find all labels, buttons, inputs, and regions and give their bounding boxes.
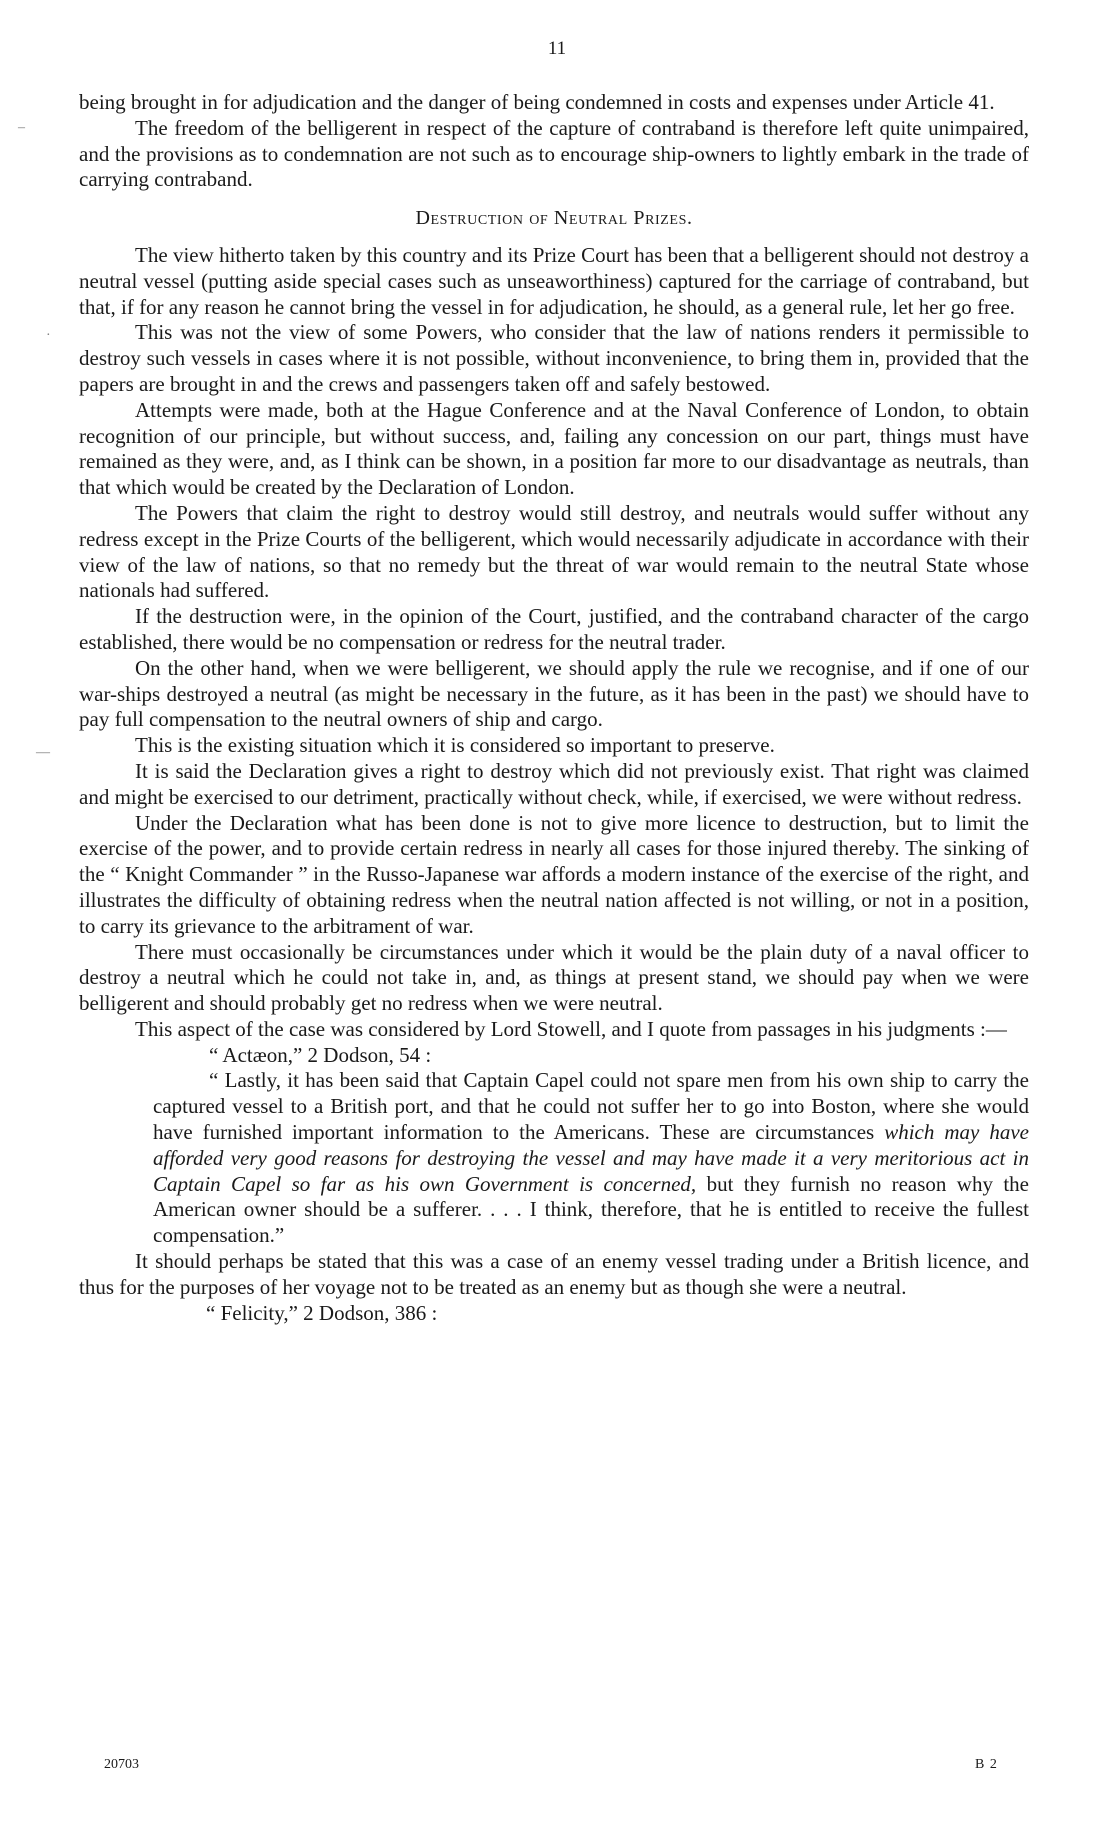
citation: “ Felicity,” 2 Dodson, 386 : [206,1300,438,1325]
paragraph: There must occasionally be circumstances under which it would be the plain duty of a naval officer to destroy a neutral which he could not take in, and, as things at present stand, we should pay when we were belligerent and should probably get no redress when we were neutral. [79,939,1029,1016]
margin-mark: –– [36,745,50,760]
footer-signature-mark: B 2 [975,1757,998,1772]
margin-mark: · [46,328,51,343]
quotation [153,1068,1029,1249]
paragraph: It is said the Declaration gives a right to destroy which did not previously exist. That right was claimed and might be exercised to our detriment, practically without check, while, if exercised, we were without redress. [79,758,1029,809]
paragraph: The view hitherto taken by this country and its Prize Court has been that a belligerent should not destroy a neutral vessel (putting aside special cases such as unseaworthiness) captured for the carriage of contraband, but that, if for any reason he cannot bring the vessel in for adjudication, he should, as a general rule, let her go free. [79,242,1029,319]
quote-italic-text: which may have afforded very good reasons for destroying the vessel and may have made it a very meritorious act in Captain Capel so far as his own Government is concerned, [153,1120,1030,1196]
paragraph: The freedom of the belligerent in respect of the capture of contraband is therefore left quite unimpaired, and the provisions as to condemnation are not such as to encourage ship-owners to lightly embark in the trade of carrying contraband. [79,115,1029,192]
paragraph: On the other hand, when we were belligerent, we should apply the rule we recognise, and if one of our war-ships destroyed a neutral (as might be necessary in the future, as it has been in the past) we should have to pay full compensation to the neutral owners of ship and cargo. [79,655,1029,732]
section-heading: Destruction of Neutral Prizes. [415,207,693,230]
footer-print-code: 20703 [104,1757,139,1772]
block-quote [153,1043,1029,1249]
citation: “ Actæon,” 2 Dodson, 54 : [209,1042,432,1067]
paragraph: This was not the view of some Powers, who consider that the law of nations renders it permissible to destroy such vessels in cases where it is not possible, without inconvenience, to bring them in, provided that the papers are brought in and the crews and passengers taken off and safely bestowed. [79,320,1029,396]
paragraph: being brought in for adjudication and the danger of being condemned in costs and expenses under Article 41. [79,90,995,114]
paragraph: Under the Declaration what has been done is not to give more licence to destruction, but to limit the exercise of the power, and to provide certain redress in nearly all cases for those injured thereby. The sinking of the “ Knight Commander ” in the Russo-Japanese war affords a modern instance of the exercise of the right, and illustrates the difficulty of obtaining redress when the neutral nation affected is not willing, or not in a position, to carry its grievance to the arbitrament of war. [79,810,1029,938]
paragraph: It should perhaps be stated that this was a case of an enemy vessel trading under a British licence, and thus for the purposes of her voyage not to be treated as an enemy but as though she were a neutral. [79,1249,1029,1299]
paragraph: Attempts were made, both at the Hague Conference and at the Naval Conference of London, to obtain recognition of our principle, but without success, and, failing any concession on our part, things must have remained as they were, and, as I think can be shown, in a position far more to our disadvantage as neutrals, than that which would be created by the Declaration of London. [79,397,1029,500]
paragraph: This aspect of the case was considered by Lord Stowell, and I quote from passages in his judgments :— [135,1016,1007,1041]
document-body [79,90,1029,1326]
paragraph: If the destruction were, in the opinion of the Court, justified, and the contraband character of the cargo established, there would be no compensation or redress for the neutral trader. [79,604,1029,654]
quote-text: but they furnish no reason why the American owner should be a sufferer. . . . I think, therefore, that he is entitled to receive the fullest compensation.” [153,1171,1029,1248]
paragraph: This is the existing situation which it is considered so important to preserve. [135,733,775,758]
quote-text: “ Lastly, it has been said that Captain Capel could not spare men from his own ship to carry the captured vessel to a British port, and that he could not suffer her to go into Boston, where she would have furnished important information to the Americans. These are circumstances [153,1068,1029,1145]
margin-mark: – [18,120,25,135]
paragraph: The Powers that claim the right to destroy would still destroy, and neutrals would suffer without any redress except in the Prize Courts of the belligerent, which would necessarily adjudicate in accordance with their view of the law of nations, so that no remedy but the threat of war would remain to the neutral State whose nationals had suffered. [79,500,1029,603]
page-number: 11 [547,38,567,59]
